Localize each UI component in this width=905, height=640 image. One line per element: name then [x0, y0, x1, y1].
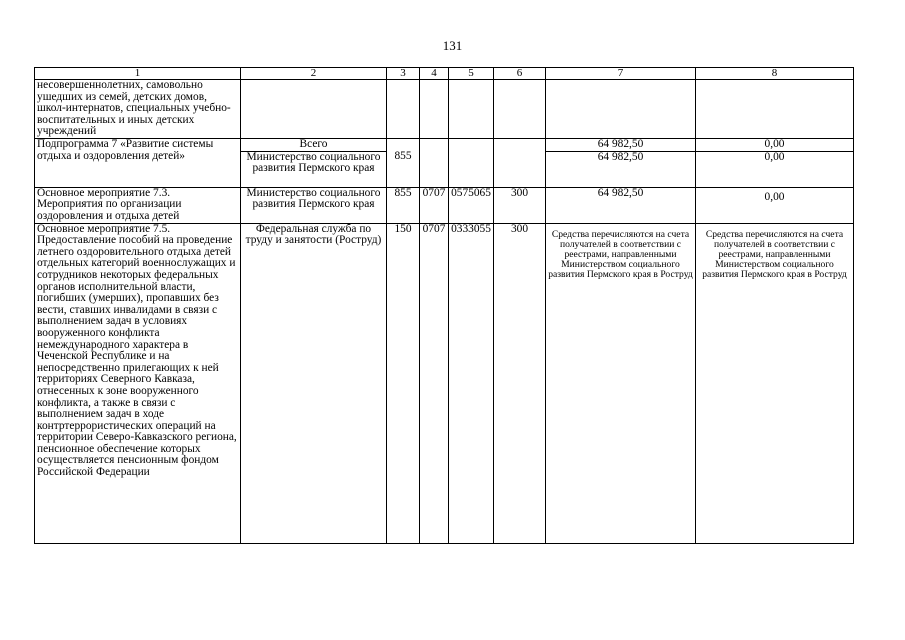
measure-7-5-section: 0707	[420, 223, 449, 543]
measure-7-5-code: 150	[387, 223, 420, 543]
measure-7-3-target: 0575065	[449, 187, 494, 223]
empty-cell	[241, 80, 387, 139]
subprogram-total-label: Всего	[241, 139, 387, 152]
measure-7-5-col7: Средства перечисляются на счета получателей в соответствии с реестрами, направленными Министерством социального развития Пермского края в Роструд	[546, 223, 696, 543]
subprogram-ministry-col7: 64 982,50	[546, 151, 696, 187]
subprogram-total-col7: 64 982,50	[546, 139, 696, 152]
measure-7-5-target: 0333055	[449, 223, 494, 543]
header-col-4: 4	[420, 68, 449, 80]
measure-7-5-name: Основное мероприятие 7.5. Предоставление пособий на проведение летнего оздоровительного отдыха детей отдельных категорий военнослужащих и сотрудников некоторых федеральных органов исполнительной власти, погибших (умерших), пропавших без вести, ставших инвалидами в связи с выполнением задач в условиях вооруженного конфликта немеждународного характера в Чеченской Республике и на непосредственно прилегающих к ней территориях Северного Кавказа, отнесенных к зоне вооруженного конфликта, а также в связи с выполнением задач в ходе контртеррористических операций на территории Северо-Кавказского региона, пенсионное обеспечение которых осуществляется пенсионным фондом Российской Федерации	[35, 223, 241, 543]
empty-cell	[546, 80, 696, 139]
empty-cell	[420, 80, 449, 139]
empty-cell	[494, 139, 546, 152]
header-col-7: 7	[546, 68, 696, 80]
budget-table	[34, 67, 854, 544]
empty-cell	[494, 80, 546, 139]
empty-cell	[449, 80, 494, 139]
measure-7-5-executor: Федеральная служба по труду и занятости (Роструд)	[241, 223, 387, 543]
table-row	[35, 139, 854, 152]
measure-7-3-col8: 0,00	[696, 187, 854, 223]
empty-cell	[449, 139, 494, 152]
header-col-5: 5	[449, 68, 494, 80]
table-row	[35, 80, 854, 139]
header-col-6: 6	[494, 68, 546, 80]
measure-7-3-section: 0707	[420, 187, 449, 223]
empty-cell	[494, 151, 546, 187]
subprogram-ministry-cell: Министерство социального развития Пермского края	[241, 151, 387, 187]
empty-cell	[420, 139, 449, 152]
header-col-2: 2	[241, 68, 387, 80]
subprogram-name-cell: Подпрограмма 7 «Развитие системы отдыха и оздоровления детей»	[35, 139, 241, 188]
continuation-name-cell: несовершеннолетних, самовольно ушедших из семей, детских домов, школ-интернатов, специальных учебно-воспитательных и иных детских учреждений	[35, 80, 241, 139]
measure-7-3-name: Основное мероприятие 7.3. Мероприятия по организации оздоровления и отдыха детей	[35, 187, 241, 223]
header-col-1: 1	[35, 68, 241, 80]
table-row	[35, 223, 854, 543]
measure-7-5-col8: Средства перечисляются на счета получателей в соответствии с реестрами, направленными Министерством социального развития Пермского края в Роструд	[696, 223, 854, 543]
subprogram-ministry-col8: 0,00	[696, 151, 854, 187]
header-col-3: 3	[387, 68, 420, 80]
header-col-8: 8	[696, 68, 854, 80]
measure-7-3-executor: Министерство социального развития Пермского края	[241, 187, 387, 223]
measure-7-5-type: 300	[494, 223, 546, 543]
empty-cell	[387, 80, 420, 139]
empty-cell	[387, 139, 420, 152]
measure-7-3-code: 855	[387, 187, 420, 223]
header-row	[35, 68, 854, 80]
subprogram-total-col8: 0,00	[696, 139, 854, 152]
measure-7-3-type: 300	[494, 187, 546, 223]
empty-cell	[449, 151, 494, 187]
page-number: 131	[442, 38, 463, 53]
measure-7-3-col7: 64 982,50	[546, 187, 696, 223]
empty-cell	[420, 151, 449, 187]
empty-cell	[696, 80, 854, 139]
subprogram-ministry-code: 855	[387, 151, 420, 187]
table-row	[35, 187, 854, 223]
